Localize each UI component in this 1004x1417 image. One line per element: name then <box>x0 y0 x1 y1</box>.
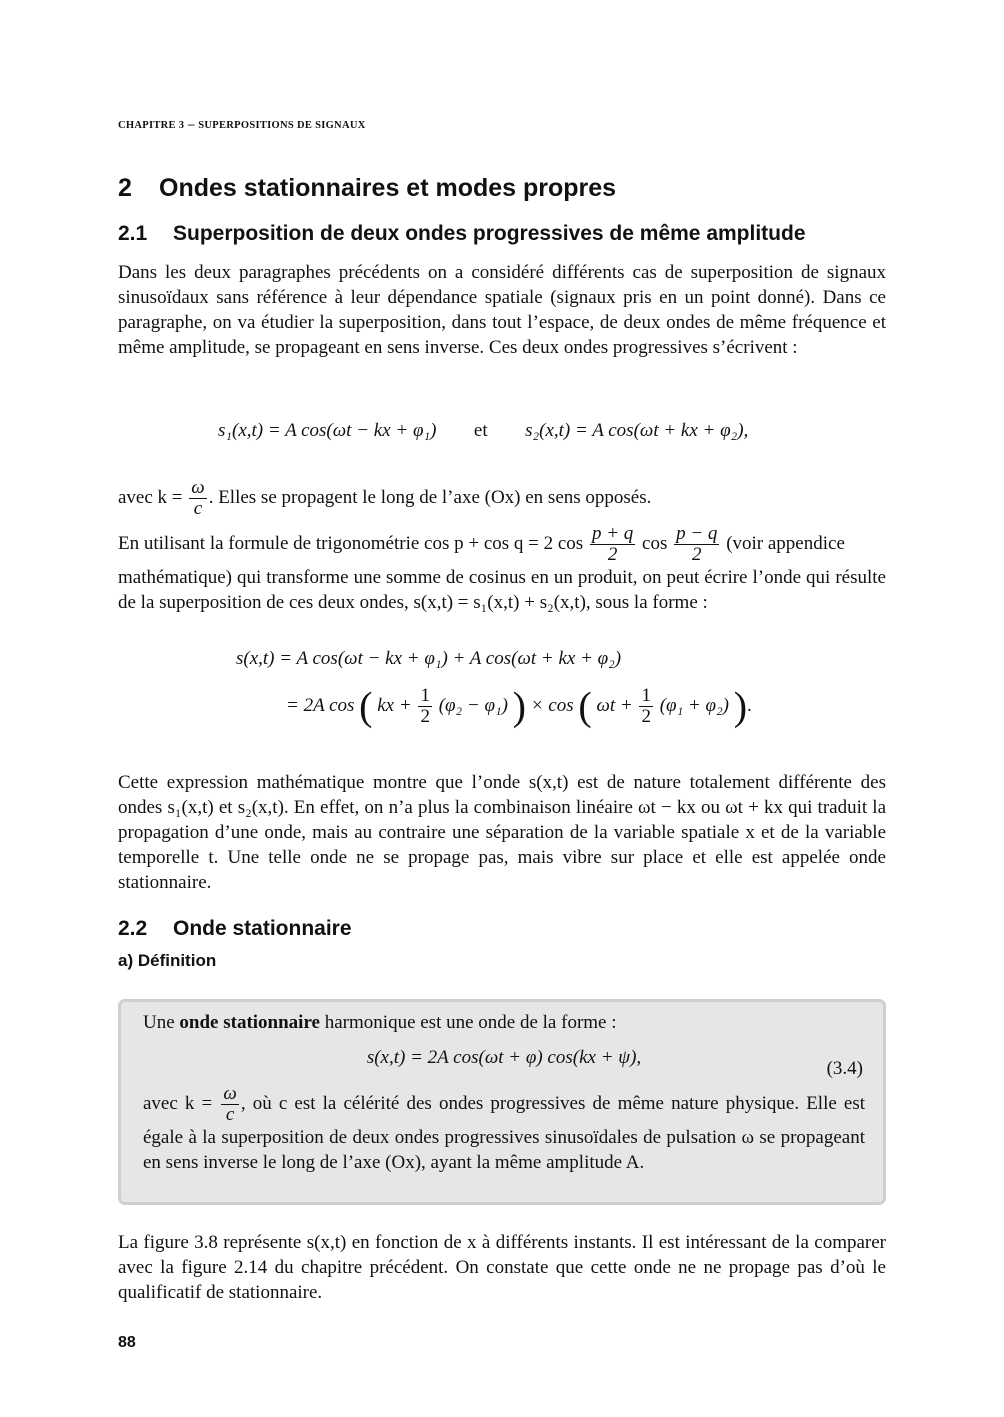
fraction-numerator: ω <box>191 477 205 498</box>
definition-equation-row <box>143 1045 865 1070</box>
definition-intro-bold: onde stationnaire <box>179 1012 320 1033</box>
definition-intro-pre: Une <box>143 1012 180 1033</box>
paragraph-trig-formula <box>118 524 886 615</box>
superposition-2e: (φ₁ + φ₂) <box>659 694 729 716</box>
fraction-numerator: 1 <box>420 685 430 706</box>
superposition-line-1: s(x,t) = A cos(ωt − kx + φ₁) + A cos(ωt + kx + φ₂) <box>236 648 622 669</box>
subsection-heading-2 <box>118 917 352 941</box>
fraction-denominator: 2 <box>692 543 702 565</box>
superposition-2c: (φ₂ − φ₁) <box>438 694 508 716</box>
running-head-chapter: CHAPITRE 3 <box>118 120 185 131</box>
left-paren: ( <box>359 683 373 729</box>
fraction-denominator: 2 <box>641 705 651 727</box>
left-paren: ( <box>578 683 592 729</box>
running-head-title: SUPERPOSITIONS DE SIGNAUX <box>198 120 366 131</box>
running-head <box>118 116 366 132</box>
section-number: 2 <box>118 174 132 202</box>
definition-k-post: , où c est la célérité des ondes progressives de même nature physique. Elle est égale à la superposition de deux ondes progressives sinusoïdales de pulsation ω se propageant en sens inverse le long de l’axe (Ox), ayant la même amplitude A. <box>143 1092 866 1173</box>
section-heading <box>118 174 616 203</box>
equation-superposition-line-1 <box>236 648 621 670</box>
superposition-2a: = 2A cos <box>286 694 355 716</box>
subsection-2-title: Onde stationnaire <box>173 917 352 940</box>
k-def-prefix: avec k = <box>118 486 183 508</box>
fraction-denominator: c <box>225 1103 235 1125</box>
superposition-end: . <box>747 694 752 716</box>
page-number: 88 <box>118 1334 136 1351</box>
superposition-2d: ωt + <box>596 694 633 716</box>
definition-box <box>118 999 886 1205</box>
fraction-numerator: 1 <box>641 685 651 706</box>
subsection-heading-1 <box>118 222 806 246</box>
fraction-denominator: 2 <box>420 705 430 727</box>
superposition-2b: kx + <box>377 694 412 716</box>
paragraph-k-definition <box>118 478 886 519</box>
subsection-2-number: 2.2 <box>118 917 148 940</box>
fraction-one-half <box>639 686 653 727</box>
fraction-omega-c <box>221 1084 238 1125</box>
fraction-denominator: 2 <box>607 543 618 565</box>
trig-prefix: En utilisant la formule de trigonométrie cos p + cos q = 2 cos <box>118 532 584 554</box>
definition-k-text <box>143 1084 865 1175</box>
paragraph-explanation: Cette expression mathématique montre que l’onde s(x,t) est de nature totalement différente des ondes s₁(x,t) et s₂(x,t). En effet, on n’a plus la combinaison linéaire ωt − kx ou ωt + kx qui traduit la propagation d’une onde, mais au contraire une séparation de la variable spatiale x et de la variable temporelle t. Une telle onde ne se propage pas, mais vibre sur place et elle est appelée onde stationnaire. <box>118 772 886 893</box>
definition-equation: s(x,t) = 2A cos(ωt + φ) cos(kx + ψ), <box>366 1047 642 1068</box>
equation-conjunction: et <box>473 420 488 441</box>
superposition-times: × cos <box>530 694 574 716</box>
subsection-1-title: Superposition de deux ondes progressives de même amplitude <box>173 222 806 245</box>
section-title: Ondes stationnaires et modes propres <box>159 174 617 202</box>
equation-wave-1: s₁(x,t) = A cos(ωt − kx + φ₁) <box>218 420 437 441</box>
fraction-numerator: p − q <box>676 523 718 544</box>
fraction-p-plus-q <box>590 524 635 565</box>
equation-superposition-line-2 <box>286 683 752 729</box>
equation-number: (3.4) <box>826 1058 863 1079</box>
equation-waves <box>218 420 748 442</box>
definition-content <box>143 1010 865 1175</box>
k-def-suffix: . Elles se propagent le long de l’axe (Ox) en sens opposés. <box>208 486 652 508</box>
fraction-numerator: p + q <box>591 523 634 544</box>
subsubsection-heading: a) Définition <box>118 951 217 970</box>
paragraph-figure-reference: La figure 3.8 représente s(x,t) en fonction de x à différents instants. Il est intéressant de la comparer avec la figure 2.14 du chapitre précédent. On constate que cette onde ne ne propage pas d’où le qualificatif de stationnaire. <box>118 1232 886 1303</box>
fraction-one-half <box>418 686 432 727</box>
equation-wave-2: s₂(x,t) = A cos(ωt + kx + φ₂), <box>525 420 749 441</box>
fraction-denominator: c <box>193 497 203 519</box>
paragraph-intro: Dans les deux paragraphes précédents on a considéré différents cas de superposition de signaux sinusoïdaux sans référence à leur dépendance spatiale (signaux pris en un point donné). Dans ce paragraphe, on va étudier la superposition, dans tout l’espace, de deux ondes de même fréquence et même amplitude, se propageant en sens inverse. Ces deux ondes progressives s’écrivent : <box>118 262 886 358</box>
right-paren: ) <box>733 683 748 729</box>
trig-continuation: mathématique) qui transforme une somme de cosinus en un produit, on peut écrire l’onde qui résulte de la superposition de ces deux ondes, s(x,t) = s₁(x,t) + s₂(x,t), sous la forme : <box>118 566 886 613</box>
fraction-p-minus-q <box>674 524 719 565</box>
trig-cos: cos <box>642 532 668 554</box>
definition-intro <box>143 1010 865 1035</box>
fraction-omega-c <box>189 478 206 519</box>
definition-intro-post: harmonique est une onde de la forme : <box>320 1012 617 1033</box>
right-paren: ) <box>512 683 526 729</box>
running-head-sep: – <box>184 116 199 131</box>
trig-suffix: (voir appendice <box>726 532 845 554</box>
definition-k-pre: avec k = <box>143 1092 213 1114</box>
subsection-1-number: 2.1 <box>118 222 148 245</box>
fraction-numerator: ω <box>223 1083 237 1104</box>
